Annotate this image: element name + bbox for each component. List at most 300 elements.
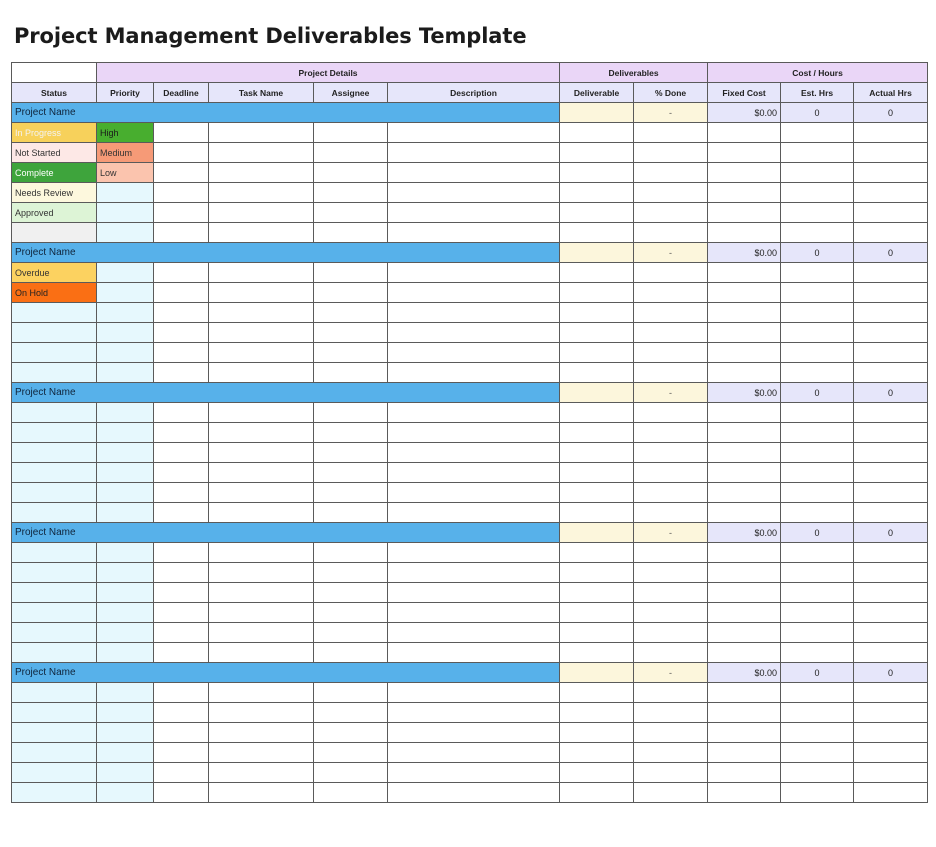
est-hrs-cell[interactable] <box>781 503 854 523</box>
actual-hrs-cell[interactable] <box>854 783 928 803</box>
status-cell[interactable] <box>12 643 97 663</box>
assignee-cell[interactable] <box>314 223 388 243</box>
percent-done-cell[interactable] <box>634 623 708 643</box>
percent-done-cell[interactable] <box>634 783 708 803</box>
est-hrs-cell[interactable] <box>781 463 854 483</box>
description-cell[interactable] <box>388 203 560 223</box>
est-hrs-cell[interactable] <box>781 123 854 143</box>
percent-done-cell[interactable] <box>634 683 708 703</box>
assignee-cell[interactable] <box>314 163 388 183</box>
percent-done-cell[interactable] <box>634 583 708 603</box>
description-cell[interactable] <box>388 183 560 203</box>
deliverable-cell[interactable] <box>560 523 634 543</box>
actual-hrs-cell[interactable] <box>854 703 928 723</box>
task-name-cell[interactable] <box>209 163 314 183</box>
percent-done-cell[interactable] <box>634 443 708 463</box>
status-cell[interactable] <box>12 783 97 803</box>
deliverable-cell[interactable] <box>560 363 634 383</box>
fixed-cost-cell[interactable] <box>708 223 781 243</box>
assignee-cell[interactable] <box>314 263 388 283</box>
fixed-cost-cell[interactable] <box>708 323 781 343</box>
priority-cell[interactable] <box>97 263 154 283</box>
deadline-cell[interactable] <box>154 763 209 783</box>
deadline-cell[interactable] <box>154 363 209 383</box>
status-cell[interactable] <box>12 443 97 463</box>
deadline-cell[interactable] <box>154 723 209 743</box>
actual-hrs-cell[interactable] <box>854 423 928 443</box>
deadline-cell[interactable] <box>154 783 209 803</box>
fixed-cost-cell[interactable] <box>708 583 781 603</box>
description-cell[interactable] <box>388 403 560 423</box>
status-cell[interactable] <box>12 763 97 783</box>
est-hrs-cell[interactable] <box>781 703 854 723</box>
priority-cell[interactable] <box>97 423 154 443</box>
task-name-cell[interactable] <box>209 323 314 343</box>
est-hrs-cell[interactable] <box>781 363 854 383</box>
assignee-cell[interactable] <box>314 583 388 603</box>
deliverable-cell[interactable] <box>560 223 634 243</box>
priority-cell[interactable] <box>97 643 154 663</box>
deadline-cell[interactable] <box>154 203 209 223</box>
description-cell[interactable] <box>388 263 560 283</box>
deliverable-cell[interactable] <box>560 743 634 763</box>
deliverable-cell[interactable] <box>560 303 634 323</box>
assignee-cell[interactable] <box>314 123 388 143</box>
actual-hrs-cell[interactable] <box>854 443 928 463</box>
actual-hrs-cell[interactable] <box>854 543 928 563</box>
description-cell[interactable] <box>388 603 560 623</box>
deliverable-cell[interactable] <box>560 403 634 423</box>
status-cell[interactable] <box>12 603 97 623</box>
priority-cell[interactable] <box>97 203 154 223</box>
priority-cell[interactable] <box>97 583 154 603</box>
fixed-cost-cell[interactable] <box>708 763 781 783</box>
assignee-cell[interactable] <box>314 143 388 163</box>
priority-cell[interactable] <box>97 603 154 623</box>
description-cell[interactable] <box>388 763 560 783</box>
assignee-cell[interactable] <box>314 203 388 223</box>
status-cell[interactable] <box>12 303 97 323</box>
deadline-cell[interactable] <box>154 183 209 203</box>
task-name-cell[interactable] <box>209 483 314 503</box>
task-name-cell[interactable] <box>209 783 314 803</box>
actual-hrs-cell[interactable] <box>854 463 928 483</box>
project-name-cell[interactable]: Project Name <box>12 383 560 403</box>
status-option[interactable]: On Hold <box>12 283 97 303</box>
assignee-cell[interactable] <box>314 283 388 303</box>
description-cell[interactable] <box>388 163 560 183</box>
actual-hrs-cell[interactable] <box>854 563 928 583</box>
actual-hrs-cell[interactable] <box>854 723 928 743</box>
deliverable-cell[interactable] <box>560 103 634 123</box>
description-cell[interactable] <box>388 283 560 303</box>
deadline-cell[interactable] <box>154 403 209 423</box>
task-name-cell[interactable] <box>209 643 314 663</box>
task-name-cell[interactable] <box>209 543 314 563</box>
priority-cell[interactable] <box>97 703 154 723</box>
project-name-cell[interactable]: Project Name <box>12 243 560 263</box>
deliverable-cell[interactable] <box>560 723 634 743</box>
priority-cell[interactable] <box>97 563 154 583</box>
deliverable-cell[interactable] <box>560 143 634 163</box>
status-cell[interactable] <box>12 623 97 643</box>
fixed-cost-cell[interactable] <box>708 203 781 223</box>
fixed-cost-cell[interactable] <box>708 423 781 443</box>
description-cell[interactable] <box>388 683 560 703</box>
percent-done-cell[interactable] <box>634 163 708 183</box>
task-name-cell[interactable] <box>209 363 314 383</box>
actual-hrs-cell[interactable] <box>854 183 928 203</box>
actual-hrs-cell[interactable] <box>854 403 928 423</box>
assignee-cell[interactable] <box>314 483 388 503</box>
assignee-cell[interactable] <box>314 363 388 383</box>
description-cell[interactable] <box>388 143 560 163</box>
status-cell[interactable] <box>12 563 97 583</box>
assignee-cell[interactable] <box>314 323 388 343</box>
assignee-cell[interactable] <box>314 643 388 663</box>
fixed-cost-cell[interactable] <box>708 403 781 423</box>
actual-hrs-cell[interactable] <box>854 643 928 663</box>
assignee-cell[interactable] <box>314 503 388 523</box>
status-cell[interactable] <box>12 723 97 743</box>
description-cell[interactable] <box>388 443 560 463</box>
est-hrs-cell[interactable] <box>781 303 854 323</box>
assignee-cell[interactable] <box>314 343 388 363</box>
percent-done-cell[interactable] <box>634 483 708 503</box>
deadline-cell[interactable] <box>154 303 209 323</box>
actual-hrs-cell[interactable] <box>854 163 928 183</box>
description-cell[interactable] <box>388 543 560 563</box>
description-cell[interactable] <box>388 423 560 443</box>
deadline-cell[interactable] <box>154 283 209 303</box>
deadline-cell[interactable] <box>154 583 209 603</box>
deliverable-cell[interactable] <box>560 123 634 143</box>
status-option[interactable]: Complete <box>12 163 97 183</box>
fixed-cost-cell[interactable] <box>708 483 781 503</box>
est-hrs-cell[interactable] <box>781 623 854 643</box>
percent-done-cell[interactable] <box>634 143 708 163</box>
percent-done-cell[interactable] <box>634 723 708 743</box>
description-cell[interactable] <box>388 623 560 643</box>
deliverable-cell[interactable] <box>560 483 634 503</box>
task-name-cell[interactable] <box>209 683 314 703</box>
deliverable-cell[interactable] <box>560 783 634 803</box>
deadline-cell[interactable] <box>154 543 209 563</box>
deliverable-cell[interactable] <box>560 763 634 783</box>
est-hrs-cell[interactable] <box>781 223 854 243</box>
priority-cell[interactable] <box>97 763 154 783</box>
assignee-cell[interactable] <box>314 603 388 623</box>
actual-hrs-cell[interactable] <box>854 623 928 643</box>
deliverable-cell[interactable] <box>560 243 634 263</box>
percent-done-cell[interactable] <box>634 403 708 423</box>
task-name-cell[interactable] <box>209 503 314 523</box>
deliverable-cell[interactable] <box>560 703 634 723</box>
status-cell[interactable] <box>12 403 97 423</box>
percent-done-cell[interactable] <box>634 763 708 783</box>
fixed-cost-cell[interactable] <box>708 783 781 803</box>
project-name-cell[interactable]: Project Name <box>12 663 560 683</box>
fixed-cost-cell[interactable] <box>708 123 781 143</box>
actual-hrs-cell[interactable] <box>854 763 928 783</box>
est-hrs-cell[interactable] <box>781 443 854 463</box>
status-cell[interactable] <box>12 583 97 603</box>
deadline-cell[interactable] <box>154 163 209 183</box>
deliverable-cell[interactable] <box>560 343 634 363</box>
priority-cell[interactable] <box>97 223 154 243</box>
assignee-cell[interactable] <box>314 403 388 423</box>
fixed-cost-cell[interactable] <box>708 563 781 583</box>
status-cell[interactable] <box>12 743 97 763</box>
description-cell[interactable] <box>388 223 560 243</box>
status-cell[interactable] <box>12 683 97 703</box>
status-cell[interactable] <box>12 463 97 483</box>
description-cell[interactable] <box>388 703 560 723</box>
assignee-cell[interactable] <box>314 463 388 483</box>
est-hrs-cell[interactable] <box>781 643 854 663</box>
percent-done-cell[interactable] <box>634 183 708 203</box>
actual-hrs-cell[interactable] <box>854 503 928 523</box>
actual-hrs-cell[interactable] <box>854 203 928 223</box>
deadline-cell[interactable] <box>154 683 209 703</box>
deliverable-cell[interactable] <box>560 323 634 343</box>
actual-hrs-cell[interactable] <box>854 283 928 303</box>
assignee-cell[interactable] <box>314 563 388 583</box>
deadline-cell[interactable] <box>154 463 209 483</box>
deadline-cell[interactable] <box>154 323 209 343</box>
est-hrs-cell[interactable] <box>781 563 854 583</box>
priority-option[interactable]: High <box>97 123 154 143</box>
status-cell[interactable] <box>12 483 97 503</box>
actual-hrs-cell[interactable] <box>854 683 928 703</box>
task-name-cell[interactable] <box>209 763 314 783</box>
task-name-cell[interactable] <box>209 223 314 243</box>
assignee-cell[interactable] <box>314 683 388 703</box>
percent-done-cell[interactable] <box>634 643 708 663</box>
fixed-cost-cell[interactable] <box>708 643 781 663</box>
est-hrs-cell[interactable] <box>781 203 854 223</box>
actual-hrs-cell[interactable] <box>854 323 928 343</box>
actual-hrs-cell[interactable] <box>854 363 928 383</box>
priority-cell[interactable] <box>97 303 154 323</box>
status-cell[interactable] <box>12 503 97 523</box>
assignee-cell[interactable] <box>314 703 388 723</box>
deliverable-cell[interactable] <box>560 583 634 603</box>
priority-option[interactable]: Medium <box>97 143 154 163</box>
deadline-cell[interactable] <box>154 623 209 643</box>
project-name-cell[interactable]: Project Name <box>12 103 560 123</box>
actual-hrs-cell[interactable] <box>854 483 928 503</box>
task-name-cell[interactable] <box>209 463 314 483</box>
assignee-cell[interactable] <box>314 423 388 443</box>
fixed-cost-cell[interactable] <box>708 283 781 303</box>
est-hrs-cell[interactable] <box>781 783 854 803</box>
fixed-cost-cell[interactable] <box>708 743 781 763</box>
status-cell[interactable] <box>12 223 97 243</box>
deliverable-cell[interactable] <box>560 383 634 403</box>
deadline-cell[interactable] <box>154 223 209 243</box>
est-hrs-cell[interactable] <box>781 283 854 303</box>
priority-cell[interactable] <box>97 363 154 383</box>
percent-done-cell[interactable] <box>634 743 708 763</box>
task-name-cell[interactable] <box>209 203 314 223</box>
description-cell[interactable] <box>388 723 560 743</box>
task-name-cell[interactable] <box>209 743 314 763</box>
fixed-cost-cell[interactable] <box>708 363 781 383</box>
assignee-cell[interactable] <box>314 443 388 463</box>
description-cell[interactable] <box>388 363 560 383</box>
deliverable-cell[interactable] <box>560 283 634 303</box>
description-cell[interactable] <box>388 323 560 343</box>
assignee-cell[interactable] <box>314 303 388 323</box>
description-cell[interactable] <box>388 563 560 583</box>
priority-cell[interactable] <box>97 723 154 743</box>
priority-cell[interactable] <box>97 683 154 703</box>
deadline-cell[interactable] <box>154 643 209 663</box>
priority-cell[interactable] <box>97 463 154 483</box>
fixed-cost-cell[interactable] <box>708 183 781 203</box>
percent-done-cell[interactable] <box>634 343 708 363</box>
est-hrs-cell[interactable] <box>781 183 854 203</box>
task-name-cell[interactable] <box>209 563 314 583</box>
fixed-cost-cell[interactable] <box>708 263 781 283</box>
description-cell[interactable] <box>388 743 560 763</box>
deadline-cell[interactable] <box>154 263 209 283</box>
percent-done-cell[interactable] <box>634 603 708 623</box>
status-cell[interactable] <box>12 363 97 383</box>
priority-cell[interactable] <box>97 183 154 203</box>
deliverable-cell[interactable] <box>560 603 634 623</box>
deadline-cell[interactable] <box>154 703 209 723</box>
percent-done-cell[interactable] <box>634 423 708 443</box>
fixed-cost-cell[interactable] <box>708 543 781 563</box>
percent-done-cell[interactable] <box>634 703 708 723</box>
actual-hrs-cell[interactable] <box>854 743 928 763</box>
percent-done-cell[interactable] <box>634 303 708 323</box>
status-cell[interactable] <box>12 323 97 343</box>
percent-done-cell[interactable] <box>634 363 708 383</box>
percent-done-cell[interactable] <box>634 563 708 583</box>
project-name-cell[interactable]: Project Name <box>12 523 560 543</box>
deadline-cell[interactable] <box>154 123 209 143</box>
deadline-cell[interactable] <box>154 563 209 583</box>
priority-cell[interactable] <box>97 783 154 803</box>
est-hrs-cell[interactable] <box>781 583 854 603</box>
status-cell[interactable] <box>12 703 97 723</box>
deliverable-cell[interactable] <box>560 263 634 283</box>
priority-option[interactable]: Low <box>97 163 154 183</box>
deadline-cell[interactable] <box>154 143 209 163</box>
task-name-cell[interactable] <box>209 403 314 423</box>
est-hrs-cell[interactable] <box>781 743 854 763</box>
description-cell[interactable] <box>388 483 560 503</box>
fixed-cost-cell[interactable] <box>708 343 781 363</box>
percent-done-cell[interactable] <box>634 543 708 563</box>
task-name-cell[interactable] <box>209 423 314 443</box>
deliverable-cell[interactable] <box>560 503 634 523</box>
deadline-cell[interactable] <box>154 503 209 523</box>
status-option[interactable]: Needs Review <box>12 183 97 203</box>
est-hrs-cell[interactable] <box>781 343 854 363</box>
est-hrs-cell[interactable] <box>781 723 854 743</box>
percent-done-cell[interactable] <box>634 323 708 343</box>
fixed-cost-cell[interactable] <box>708 503 781 523</box>
est-hrs-cell[interactable] <box>781 143 854 163</box>
description-cell[interactable] <box>388 503 560 523</box>
deadline-cell[interactable] <box>154 603 209 623</box>
priority-cell[interactable] <box>97 503 154 523</box>
status-option[interactable]: Not Started <box>12 143 97 163</box>
est-hrs-cell[interactable] <box>781 483 854 503</box>
assignee-cell[interactable] <box>314 743 388 763</box>
status-option[interactable]: Approved <box>12 203 97 223</box>
description-cell[interactable] <box>388 303 560 323</box>
priority-cell[interactable] <box>97 343 154 363</box>
description-cell[interactable] <box>388 783 560 803</box>
priority-cell[interactable] <box>97 323 154 343</box>
task-name-cell[interactable] <box>209 263 314 283</box>
assignee-cell[interactable] <box>314 783 388 803</box>
description-cell[interactable] <box>388 343 560 363</box>
deadline-cell[interactable] <box>154 743 209 763</box>
task-name-cell[interactable] <box>209 623 314 643</box>
est-hrs-cell[interactable] <box>781 263 854 283</box>
est-hrs-cell[interactable] <box>781 603 854 623</box>
deliverable-cell[interactable] <box>560 643 634 663</box>
deadline-cell[interactable] <box>154 483 209 503</box>
task-name-cell[interactable] <box>209 143 314 163</box>
percent-done-cell[interactable] <box>634 223 708 243</box>
task-name-cell[interactable] <box>209 123 314 143</box>
priority-cell[interactable] <box>97 623 154 643</box>
deadline-cell[interactable] <box>154 443 209 463</box>
deliverable-cell[interactable] <box>560 623 634 643</box>
actual-hrs-cell[interactable] <box>854 123 928 143</box>
percent-done-cell[interactable] <box>634 203 708 223</box>
percent-done-cell[interactable] <box>634 123 708 143</box>
priority-cell[interactable] <box>97 543 154 563</box>
assignee-cell[interactable] <box>314 183 388 203</box>
assignee-cell[interactable] <box>314 763 388 783</box>
status-cell[interactable] <box>12 423 97 443</box>
fixed-cost-cell[interactable] <box>708 143 781 163</box>
deliverable-cell[interactable] <box>560 563 634 583</box>
actual-hrs-cell[interactable] <box>854 143 928 163</box>
actual-hrs-cell[interactable] <box>854 583 928 603</box>
deliverable-cell[interactable] <box>560 443 634 463</box>
task-name-cell[interactable] <box>209 283 314 303</box>
assignee-cell[interactable] <box>314 623 388 643</box>
est-hrs-cell[interactable] <box>781 403 854 423</box>
task-name-cell[interactable] <box>209 583 314 603</box>
actual-hrs-cell[interactable] <box>854 263 928 283</box>
task-name-cell[interactable] <box>209 603 314 623</box>
est-hrs-cell[interactable] <box>781 763 854 783</box>
deliverable-cell[interactable] <box>560 663 634 683</box>
fixed-cost-cell[interactable] <box>708 723 781 743</box>
task-name-cell[interactable] <box>209 443 314 463</box>
est-hrs-cell[interactable] <box>781 163 854 183</box>
assignee-cell[interactable] <box>314 543 388 563</box>
task-name-cell[interactable] <box>209 723 314 743</box>
deadline-cell[interactable] <box>154 423 209 443</box>
deliverable-cell[interactable] <box>560 543 634 563</box>
deliverable-cell[interactable] <box>560 203 634 223</box>
status-cell[interactable] <box>12 343 97 363</box>
task-name-cell[interactable] <box>209 343 314 363</box>
status-cell[interactable] <box>12 543 97 563</box>
fixed-cost-cell[interactable] <box>708 683 781 703</box>
